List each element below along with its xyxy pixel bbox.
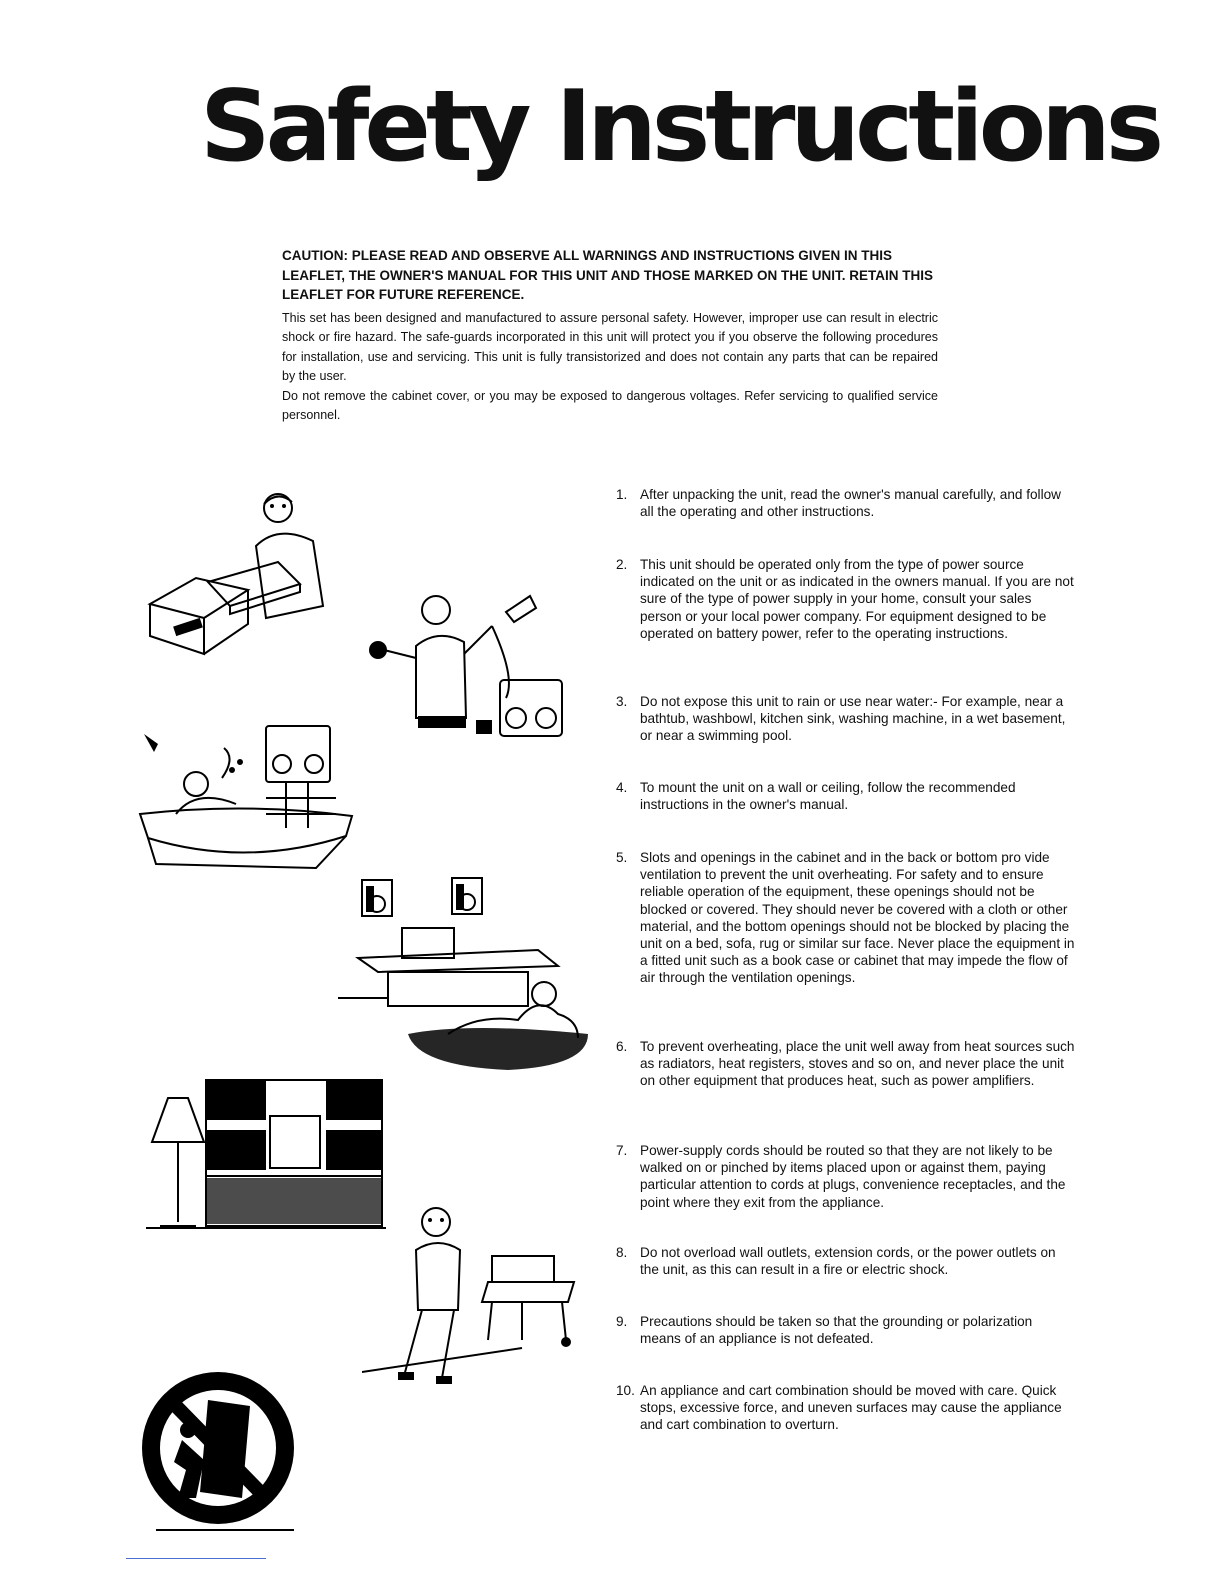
instruction-item-9 xyxy=(616,1313,1076,1347)
intro-block xyxy=(282,246,938,426)
instruction-text: Slots and openings in the cabinet and in the back or bottom pro vide ventilation to prevent the unit overheating. For safety and to ensure reliable operation of the equipment, these openings should not be blocked or covered. They should never be covered with a cloth or other material, and the bottom openings should not be blocked by placing the unit on a bed, sofa, rug or similar sur face. Never place the equipment in a fitted unit such as a book case or cabinet that may impede the flow of air through the ventilation openings. xyxy=(640,850,1075,986)
instruction-number: 4. xyxy=(616,780,628,795)
intro-paragraph-1: This set has been designed and manufactured to assure personal safety. However, improper use can result in electric shock or fire hazard. The safe-guards incorporated in this unit will protect you if you observe the following procedures for installation, use and servicing. This unit is fully transistorized and does not contain any parts that can be repaired by the user. xyxy=(282,310,938,383)
instruction-number: 5. xyxy=(616,850,628,865)
instruction-text: An appliance and cart combination should be moved with care. Quick stops, excessive force, and uneven surfaces may cause the appliance and cart combination to overturn. xyxy=(640,1383,1062,1433)
footer-line xyxy=(126,1558,266,1559)
instruction-text: Do not expose this unit to rain or use near water:- For example, near a bathtub, washbowl, kitchen sink, washing machine, in a wet basement, or near a swimming pool. xyxy=(640,694,1066,744)
instruction-item-4 xyxy=(616,779,1076,813)
instruction-number: 8. xyxy=(616,1245,628,1260)
instruction-item-6 xyxy=(616,1038,1076,1090)
instruction-text: To mount the unit on a wall or ceiling, follow the recommended instructions in the owner's manual. xyxy=(640,780,1016,813)
instruction-text: Precautions should be taken so that the grounding or polarization means of an appliance is not defeated. xyxy=(640,1314,1033,1347)
instruction-number: 2. xyxy=(616,557,628,572)
instruction-item-8 xyxy=(616,1244,1076,1278)
instruction-item-10 xyxy=(616,1382,1076,1434)
instruction-number: 3. xyxy=(616,694,628,709)
water-hazard-illustration xyxy=(136,718,368,878)
instruction-number: 6. xyxy=(616,1039,628,1054)
unpacking-illustration xyxy=(138,486,348,656)
instruction-text: To prevent overheating, place the unit well away from heat sources such as radiators, heat registers, stoves and so on, and never place the unit on other equipment that produces heat, such as power amplifiers. xyxy=(640,1039,1075,1089)
instruction-number: 1. xyxy=(616,487,628,502)
instruction-item-5 xyxy=(616,849,1076,987)
instruction-number: 7. xyxy=(616,1143,628,1158)
instruction-item-2 xyxy=(616,556,1076,642)
instruction-item-7 xyxy=(616,1142,1076,1211)
instruction-text: After unpacking the unit, read the owner's manual carefully, and follow all the operating and other instructions. xyxy=(640,487,1061,520)
ventilation-illustration xyxy=(338,874,590,1074)
cart-warning-icon xyxy=(138,1366,298,1536)
instruction-text: Power-supply cords should be routed so that they are not likely to be walked on or pinched by items placed upon or against them, paying particular attention to cords at plugs, convenience receptacles, and the point where they exit from the appliance. xyxy=(640,1143,1066,1210)
cord-routing-illustration xyxy=(362,1200,582,1390)
instruction-item-1 xyxy=(616,486,1076,520)
page-title: Safety Instructions xyxy=(200,70,1160,184)
instruction-text: This unit should be operated only from the type of power source indicated on the unit or as indicated in the owners manual. If you are not sure of the type of power supply in your home, consult your sales person or your local power company. For equipment designed to be operated on battery power, refer to the operating instructions. xyxy=(640,557,1074,641)
instruction-number: 10. xyxy=(616,1383,635,1398)
power-source-illustration xyxy=(366,588,566,748)
instruction-number: 9. xyxy=(616,1314,628,1329)
instruction-item-3 xyxy=(616,693,1076,745)
intro-paragraph-2: Do not remove the cabinet cover, or you may be exposed to dangerous voltages. Refer servicing to qualified service personnel. xyxy=(282,388,938,422)
heat-source-illustration xyxy=(146,1076,386,1234)
instruction-text: Do not overload wall outlets, extension cords, or the power outlets on the unit, as this can result in a fire or electric shock. xyxy=(640,1245,1056,1278)
caution-text: CAUTION: PLEASE READ AND OBSERVE ALL WARNINGS AND INSTRUCTIONS GIVEN IN THIS LEAFLET, THE OWNER'S MANUAL FOR THIS UNIT AND THOSE MARKED ON THE UNIT. RETAIN THIS LEAFLET FOR FUTURE REFERENCE. xyxy=(282,248,933,302)
